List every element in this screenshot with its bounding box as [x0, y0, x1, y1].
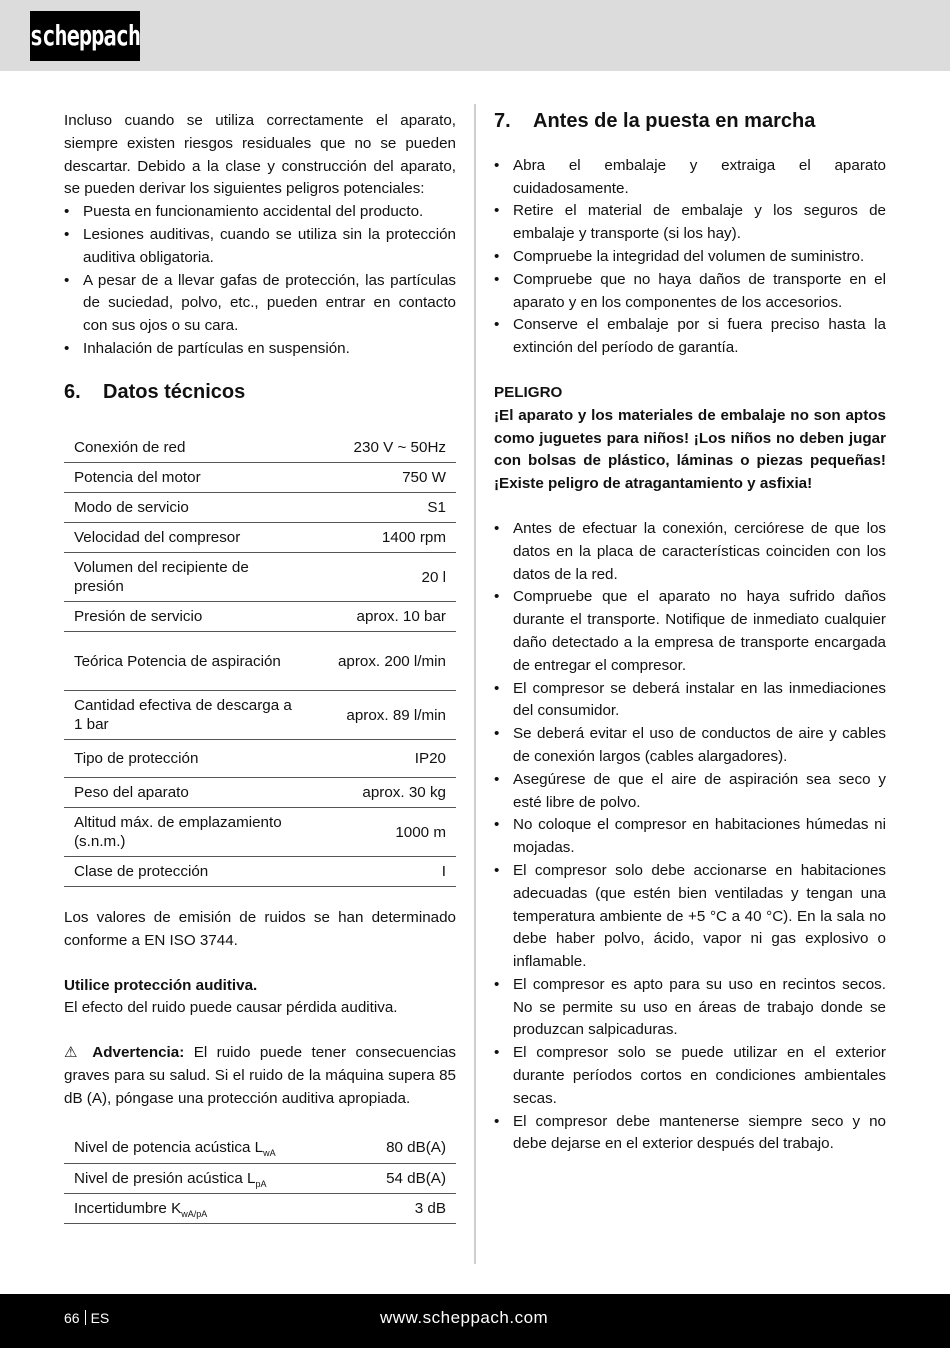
list-item: • Abra el embalaje y extraiga el aparato cuidadosamente. — [494, 155, 886, 201]
spec-label: Conexión de red — [64, 434, 304, 463]
list-item: • Lesiones auditivas, cuando se utiliza sin la protección auditiva obligatoria. — [64, 224, 456, 270]
spec-label: Tipo de protección — [64, 740, 304, 778]
spec-value: 20 l — [304, 553, 456, 602]
tech-data-table — [64, 434, 456, 888]
spec-value: 750 W — [304, 463, 456, 493]
danger-title: PELIGRO — [494, 383, 563, 401]
page-footer — [0, 1294, 950, 1348]
spec-label: Altitud máx. de emplazamiento (s.n.m.) — [64, 808, 304, 857]
list-item: • A pesar de a llevar gafas de protección, las partículas de suciedad, polvo, etc., pueden entrar en contacto con sus ojos o su cara. — [64, 270, 456, 338]
list-item: • Retire el material de embalaje y los seguros de embalaje y transporte (si los hay). — [494, 200, 886, 246]
spec-value: aprox. 89 l/min — [304, 691, 456, 740]
list-item: • Antes de efectuar la conexión, cerciórese de que los datos en la placa de características coinciden con los datos de la red. — [494, 518, 886, 586]
warning-paragraph — [64, 1042, 456, 1110]
spec-value: IP20 — [304, 740, 456, 778]
noise-value: 80 dB(A) — [352, 1133, 456, 1164]
section-6-heading — [64, 381, 456, 404]
table-row — [64, 493, 456, 523]
right-column — [494, 110, 886, 1156]
list-item: • Compruebe que el aparato no haya sufrido daños durante el transporte. Notifique de inmediato cualquier daño detectado a la empresa de transporte encargada de entregar el compresor. — [494, 586, 886, 677]
spec-label: Presión de servicio — [64, 602, 304, 632]
noise-value: 3 dB — [352, 1194, 456, 1224]
hearing-protection-text: El efecto del ruido puede causar pérdida auditiva. — [64, 999, 398, 1017]
risks-list — [64, 201, 456, 361]
table-row — [64, 691, 456, 740]
instructions-list — [494, 518, 886, 1156]
noise-label: Nivel de potencia acústica $L_{wA}$ — [64, 1133, 352, 1164]
spec-label: Peso del aparato — [64, 778, 304, 808]
list-item: • Asegúrese de que el aire de aspiración sea seco y esté libre de polvo. — [494, 769, 886, 815]
noise-table — [64, 1133, 456, 1225]
list-item: • Conserve el embalaje por si fuera preciso hasta la extinción del período de garantía. — [494, 314, 886, 360]
list-item: • El compresor debe mantenerse siempre seco y no debe dejarse en el exterior después del trabajo. — [494, 1111, 886, 1157]
table-row — [64, 1164, 456, 1194]
page-number: 66 — [64, 1310, 80, 1326]
section-title: Antes de la puesta en marcha — [533, 110, 816, 132]
column-divider — [474, 104, 476, 1264]
unpacking-steps-list — [494, 155, 886, 360]
list-item: • Puesta en funcionamiento accidental del producto. — [64, 201, 456, 224]
table-row — [64, 778, 456, 808]
table-row — [64, 523, 456, 553]
table-row — [64, 602, 456, 632]
website-link[interactable]: www.scheppach.com — [380, 1308, 549, 1327]
spec-value: 1400 rpm — [304, 523, 456, 553]
spec-value: aprox. 200 l/min — [304, 632, 456, 691]
table-row — [64, 463, 456, 493]
section-number: 7. — [494, 110, 511, 132]
noise-label: Nivel de presión acústica $L_{pA}$ — [64, 1164, 352, 1194]
table-row — [64, 857, 456, 887]
spec-label: Velocidad del compresor — [64, 523, 304, 553]
residual-risks-intro: Incluso cuando se utiliza correctamente el aparato, siempre existen riesgos residuales que no se pueden descartar. Debido a la clase y construcción del aparato, se pueden derivar los siguientes peligros potenciales: — [64, 112, 456, 198]
list-item: • El compresor solo debe accionarse en habitaciones adecuadas (que estén bien ventiladas y tengan una temperatura ambiente de +5 °C a 40 °C). En la sala no debe haber polvo, ácido, vapor ni gas explosivo o inflamable. — [494, 860, 886, 974]
page-header — [0, 0, 950, 71]
spec-label: Clase de protección — [64, 857, 304, 887]
list-item: • El compresor es apto para su uso en recintos secos. No se permite su uso en áreas de trabajo donde se produzcan salpicaduras. — [494, 974, 886, 1042]
list-item: • Inhalación de partículas en suspensión. — [64, 338, 456, 361]
warning-label: Advertencia: — [92, 1044, 185, 1062]
table-row — [64, 1133, 456, 1164]
list-item: • Compruebe la integridad del volumen de suministro. — [494, 246, 886, 269]
separator — [85, 1310, 86, 1325]
table-row — [64, 808, 456, 857]
warning-text: El ruido puede tener consecuencias graves para su salud. Si el ruido de la máquina supera 85 dB (A), póngase una protección auditiva apropiada. — [64, 1044, 456, 1107]
spec-label: Cantidad efectiva de descarga a 1 bar — [64, 691, 304, 740]
spec-value: S1 — [304, 493, 456, 523]
section-title: Datos técnicos — [103, 380, 246, 403]
spec-value: 1000 m — [304, 808, 456, 857]
list-item: • El compresor se deberá instalar en las inmediaciones del consumidor. — [494, 678, 886, 724]
danger-text: ¡El aparato y los materiales de embalaje no son aptos como juguetes para niños! ¡Los niños no deben jugar con bolsas de plástico, láminas o piezas pequeñas! ¡Existe peligro de atragantamiento y asfixia! — [494, 406, 886, 493]
spec-value: 230 V ~ 50Hz — [304, 434, 456, 463]
spec-value: aprox. 30 kg — [304, 778, 456, 808]
table-row — [64, 1194, 456, 1224]
spec-value: aprox. 10 bar — [304, 602, 456, 632]
noise-value: 54 dB(A) — [352, 1164, 456, 1194]
table-row — [64, 632, 456, 691]
language-code: ES — [90, 1310, 110, 1326]
spec-label: Potencia del motor — [64, 463, 304, 493]
left-column — [64, 110, 456, 1224]
list-item: • El compresor solo se puede utilizar en el exterior durante períodos cortos en condiciones ambientales secas. — [494, 1042, 886, 1110]
spec-label: Modo de servicio — [64, 493, 304, 523]
spec-value: I — [304, 857, 456, 887]
table-row — [64, 553, 456, 602]
page-number-label — [64, 1310, 109, 1326]
table-row — [64, 434, 456, 463]
section-7-heading — [494, 110, 886, 133]
hearing-protection-title: Utilice protección auditiva. — [64, 976, 258, 994]
list-item: • Se deberá evitar el uso de conductos de aire y cables de conexión largos (cables alargadores). — [494, 723, 886, 769]
list-item: • Compruebe que no haya daños de transporte en el aparato y en los componentes de los accesorios. — [494, 269, 886, 315]
spec-label: Teórica Potencia de aspiración — [64, 632, 304, 691]
section-number: 6. — [64, 380, 81, 403]
list-item: • No coloque el compresor en habitaciones húmedas ni mojadas. — [494, 814, 886, 860]
noise-label: Incertidumbre $K_{wA/pA}$ — [64, 1194, 352, 1224]
warning-icon: ⚠ — [64, 1044, 83, 1062]
table-row — [64, 740, 456, 778]
spec-label: Volumen del recipiente de presión — [64, 553, 304, 602]
noise-intro: Los valores de emisión de ruidos se han determinado conforme a EN ISO 3744. — [64, 909, 456, 949]
scheppach-logo: scheppach — [30, 11, 140, 61]
